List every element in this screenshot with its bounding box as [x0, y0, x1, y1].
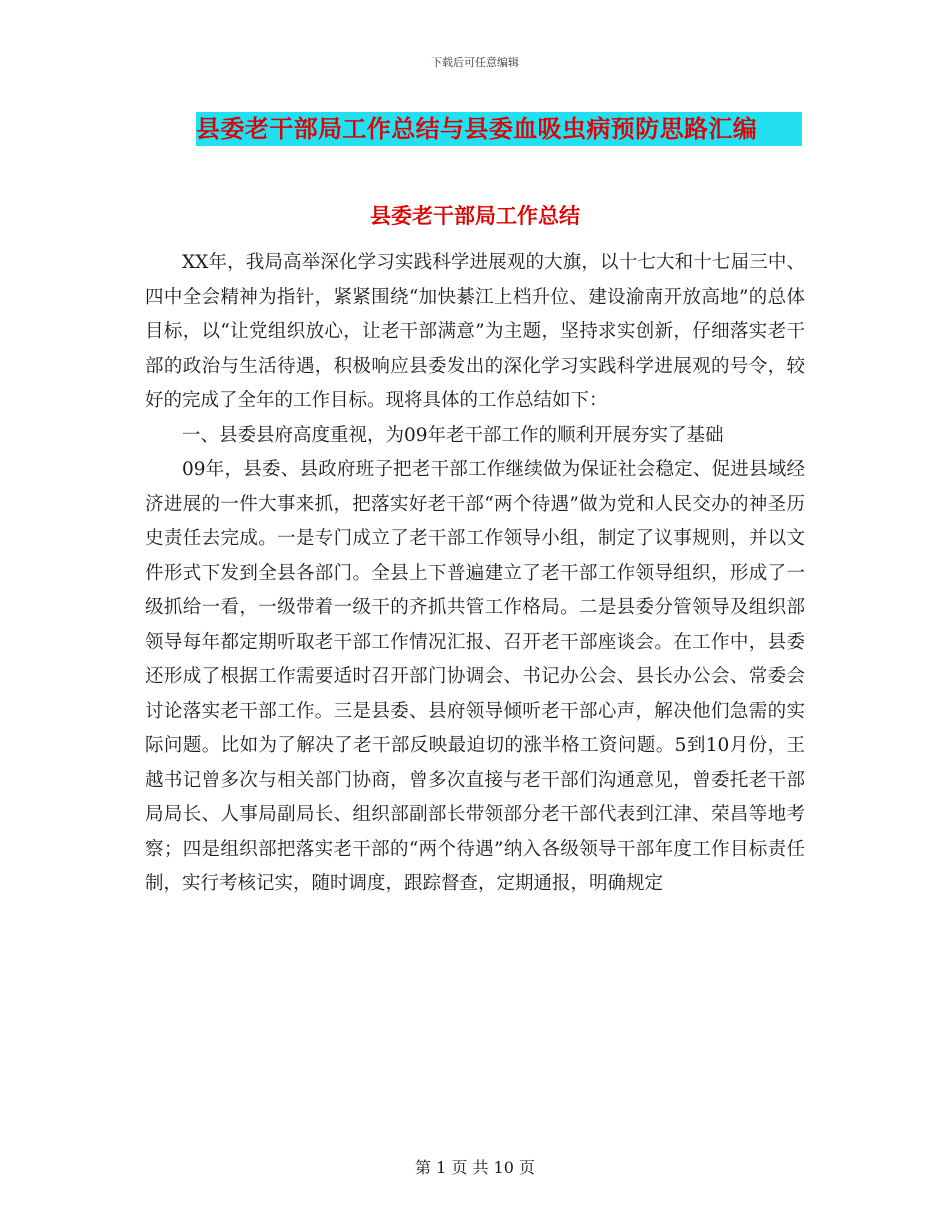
paragraph-heading-1: 一、县委县府高度重视，为09年老干部工作的顺利开展夯实了基础	[182, 424, 724, 446]
document-main-title: 县委老干部局工作总结与县委血吸虫病预防思路汇编	[196, 112, 802, 146]
page-footer: 第 1 页 共 10 页	[415, 1158, 535, 1177]
section-title: 县委老干部局工作总结	[370, 204, 580, 228]
paragraph-body-1: 09年，县委、县政府班子把老干部工作继续做为保证社会稳定、促进县域经济进展的一件大事来抓，把落实好老干部“两个待遇”做为党和人民交办的神圣历史责任去完成。一是专门成立了老干部工作领导小组，制定了议事规则，并以文件形式下发到全县各部门。全县上下普遍建立了老干部工作领导组织，形成了一级抓给一看，一级带着一级干的齐抓共管工作格局。二是县委分管领导及组织部领导每年都定期听取老干部工作情况汇报、召开老干部座谈会。在工作中，县委还形成了根据工作需要适时召开部门协调会、书记办公会、县长办公会、常委会讨论落实老干部工作。三是县委、县府领导倾听老干部心声，解决他们急需的实际问题。比如为了解决了老干部反映最迫切的涨半格工资问题。5到10月份，王越书记曾多次与相关部门协商，曾多次直接与老干部们沟通意见，曾委托老干部局局长、人事局副局长、组织部副部长带领部分老干部代表到江津、荣昌等地考察；四是组织部把落实老干部的“两个待遇”纳入各级领导干部年度工作目标责任制，实行考核记实，随时调度，跟踪督查，定期通报，明确规定	[145, 459, 805, 894]
paragraph-intro: XX年，我局高举深化学习实践科学进展观的大旗，以十七大和十七届三中、四中全会精神为指针，紧紧围绕“加快綦江上档升位、建设渝南开放高地”的总体目标，以“让党组织放心，让老干部满意”为主题，坚持求实创新，仔细落实老干部的政治与生活待遇，积极响应县委发出的深化学习实践科学进展观的号令，较好的完成了全年的工作目标。现将具体的工作总结如下：	[145, 252, 805, 411]
document-body	[145, 246, 805, 902]
header-note: 下载后可任意编辑	[431, 56, 519, 69]
